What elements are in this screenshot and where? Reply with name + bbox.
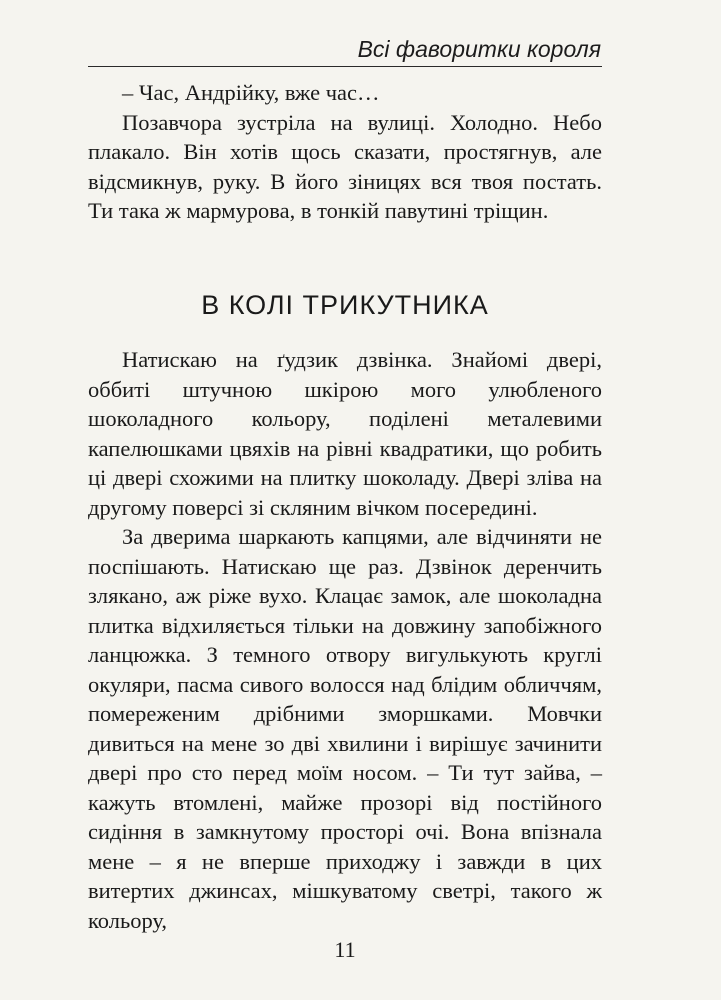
paragraph: Позавчора зустріла на вулиці. Холодно. Небо плакало. Він хотів щось сказати, простягнув, але відсмикнув, руку. В його зіницях вся твоя постать. Ти така ж мармурова, в тонкій павутині тріщин. (88, 109, 602, 223)
paragraph: – Час, Андрійку, вже час… (122, 80, 380, 105)
running-header-title: Всі фаворитки короля (357, 36, 601, 62)
paragraph: Натискаю на ґудзик дзвінка. Знайомі двері, оббиті штучною шкірою мого улюбленого шоколадного кольору, поділені металевими капелюшками цвяхів на рівні квадратики, що робить ці двері схожими на плитку шоколаду. Двері зліва на другому поверсі зі скляним вічком посередині. (88, 347, 602, 520)
chapter-text (88, 345, 602, 935)
page-number: 11 (334, 937, 356, 962)
intro-text (88, 78, 602, 226)
header-rule (88, 66, 602, 67)
chapter-title: В КОЛІ ТРИКУТНИКА (201, 290, 489, 320)
paragraph: За дверима шаркають капцями, але відчиняти не поспішають. Натискаю ще раз. Дзвінок деренчить злякано, аж ріже вухо. Клацає замок, але шоколадна плитка відхиляється тільки на довжину запобіжного ланцюжка. З темного отвору вигулькують круглі окуляри, пасма сивого волосся над блідим обличчям, помереженим дрібними зморшками. Мовчки дивиться на мене зо дві хвилини і вирішує зачинити двері про сто перед моїм носом. – Ти тут зайва, – кажуть втомлені, майже прозорі від постійного сидіння в замкнутому просторі очі. Вона впізнала мене – я не вперше приходжу і завжди в цих витертих джинсах, мішкуватому светрі, такого ж кольору, (88, 524, 602, 933)
